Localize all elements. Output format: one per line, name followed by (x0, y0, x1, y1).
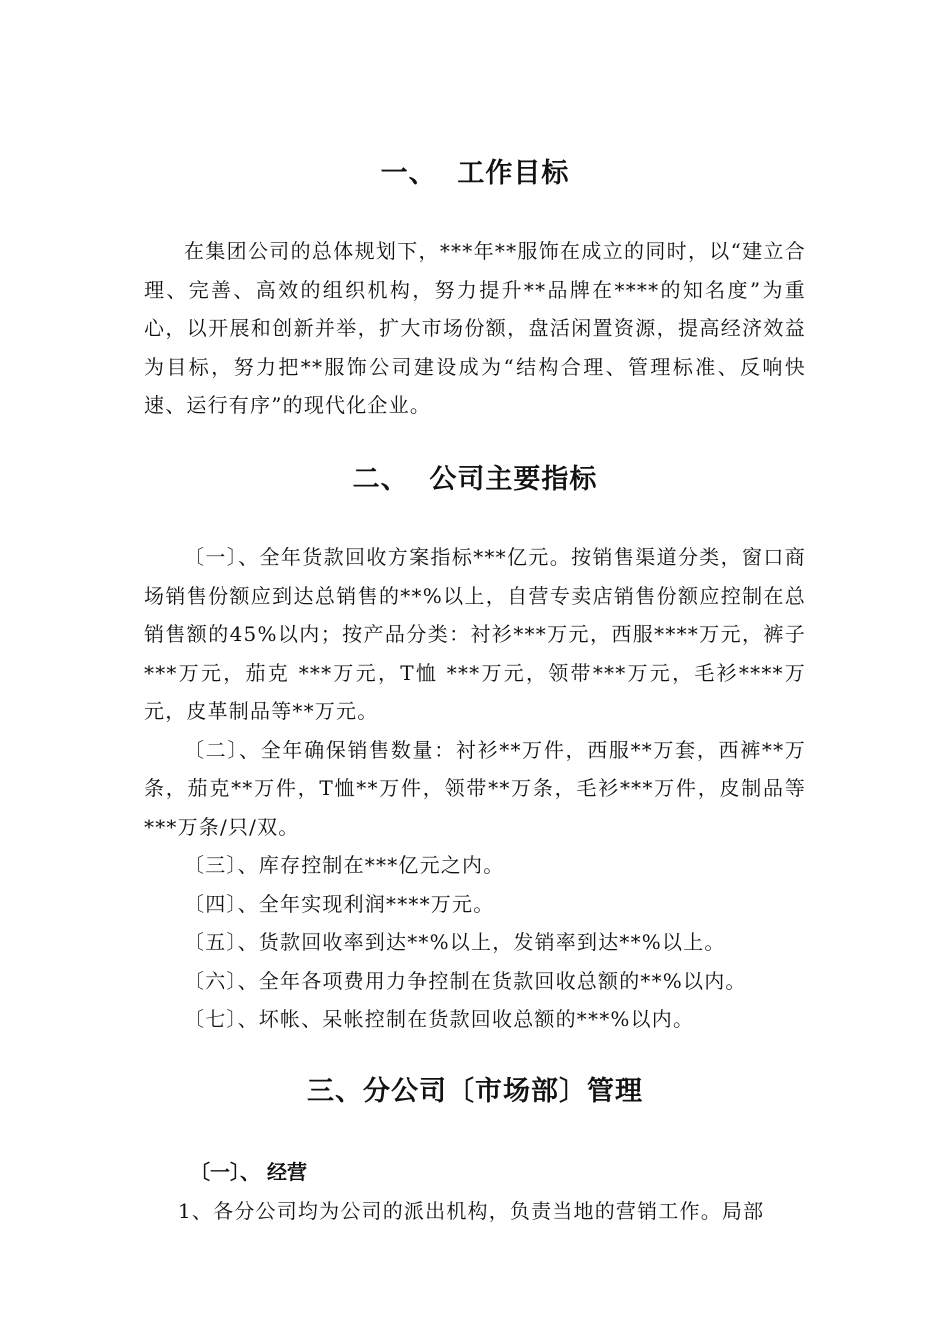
indicator-item: 〔七〕、坏帐、呆帐控制在货款回收总额的***%以内。 (184, 1007, 695, 1031)
section-body-work-goals (144, 232, 806, 425)
indicator-item: 〔二〕、全年确保销售数量：衬衫**万件，西服**万套，西裤**万条，茄克**万件，T恤**万件，领带**万条，毛衫***万件，皮制品等***万条/只/双。 (144, 737, 806, 839)
section-body-branch-management (144, 1192, 806, 1231)
section-heading-main-indicators: 二、 公司主要指标 (352, 464, 598, 495)
section-heading-work-goals: 一、 工作目标 (380, 158, 570, 189)
indicator-item: 〔五〕、货款回收率到达**%以上，发销率到达**%以上。 (184, 930, 726, 954)
indicator-item: 〔四〕、全年实现利润****万元。 (184, 891, 495, 916)
indicator-item: 〔一〕、全年货款回收方案指标***亿元。按销售渠道分类，窗口商场销售份额应到达总销售的**%以上，自营专卖店销售份额应控制在总销售额的45%以内；按产品分类：衬衫***万元，西服****万元，裤子***万元，茄克 ***万元，T恤 ***万元，领带***万元，毛衫****万元，皮革制品等**万元。 (144, 545, 806, 723)
paragraph-branch-duty: 1、各分公司均为公司的派出机构，负责当地的营销工作。局部 (178, 1199, 765, 1223)
paragraph-work-goals: 在集团公司的总体规划下，***年**服饰在成立的同时，以“建立合理、完善、高效的组织机构，努力提升**品牌在****的知名度”为重心，以开展和创新并举，扩大市场份额，盘活闲置资源，提高经济效益为目标，努力把**服饰公司建设成为“结构合理、管理标准、反响快速、运行有序”的现代化企业。 (144, 239, 806, 417)
indicator-item: 〔六〕、全年各项费用力争控制在货款回收总额的**%以内。 (184, 968, 747, 993)
indicator-list (144, 538, 806, 1039)
subheading-operation: 〔一〕、 经营 (190, 1160, 307, 1184)
indicator-item: 〔三〕、库存控制在***亿元之内。 (184, 853, 505, 877)
section-heading-branch-management: 三、分公司〔市场部〕管理 (307, 1076, 643, 1107)
